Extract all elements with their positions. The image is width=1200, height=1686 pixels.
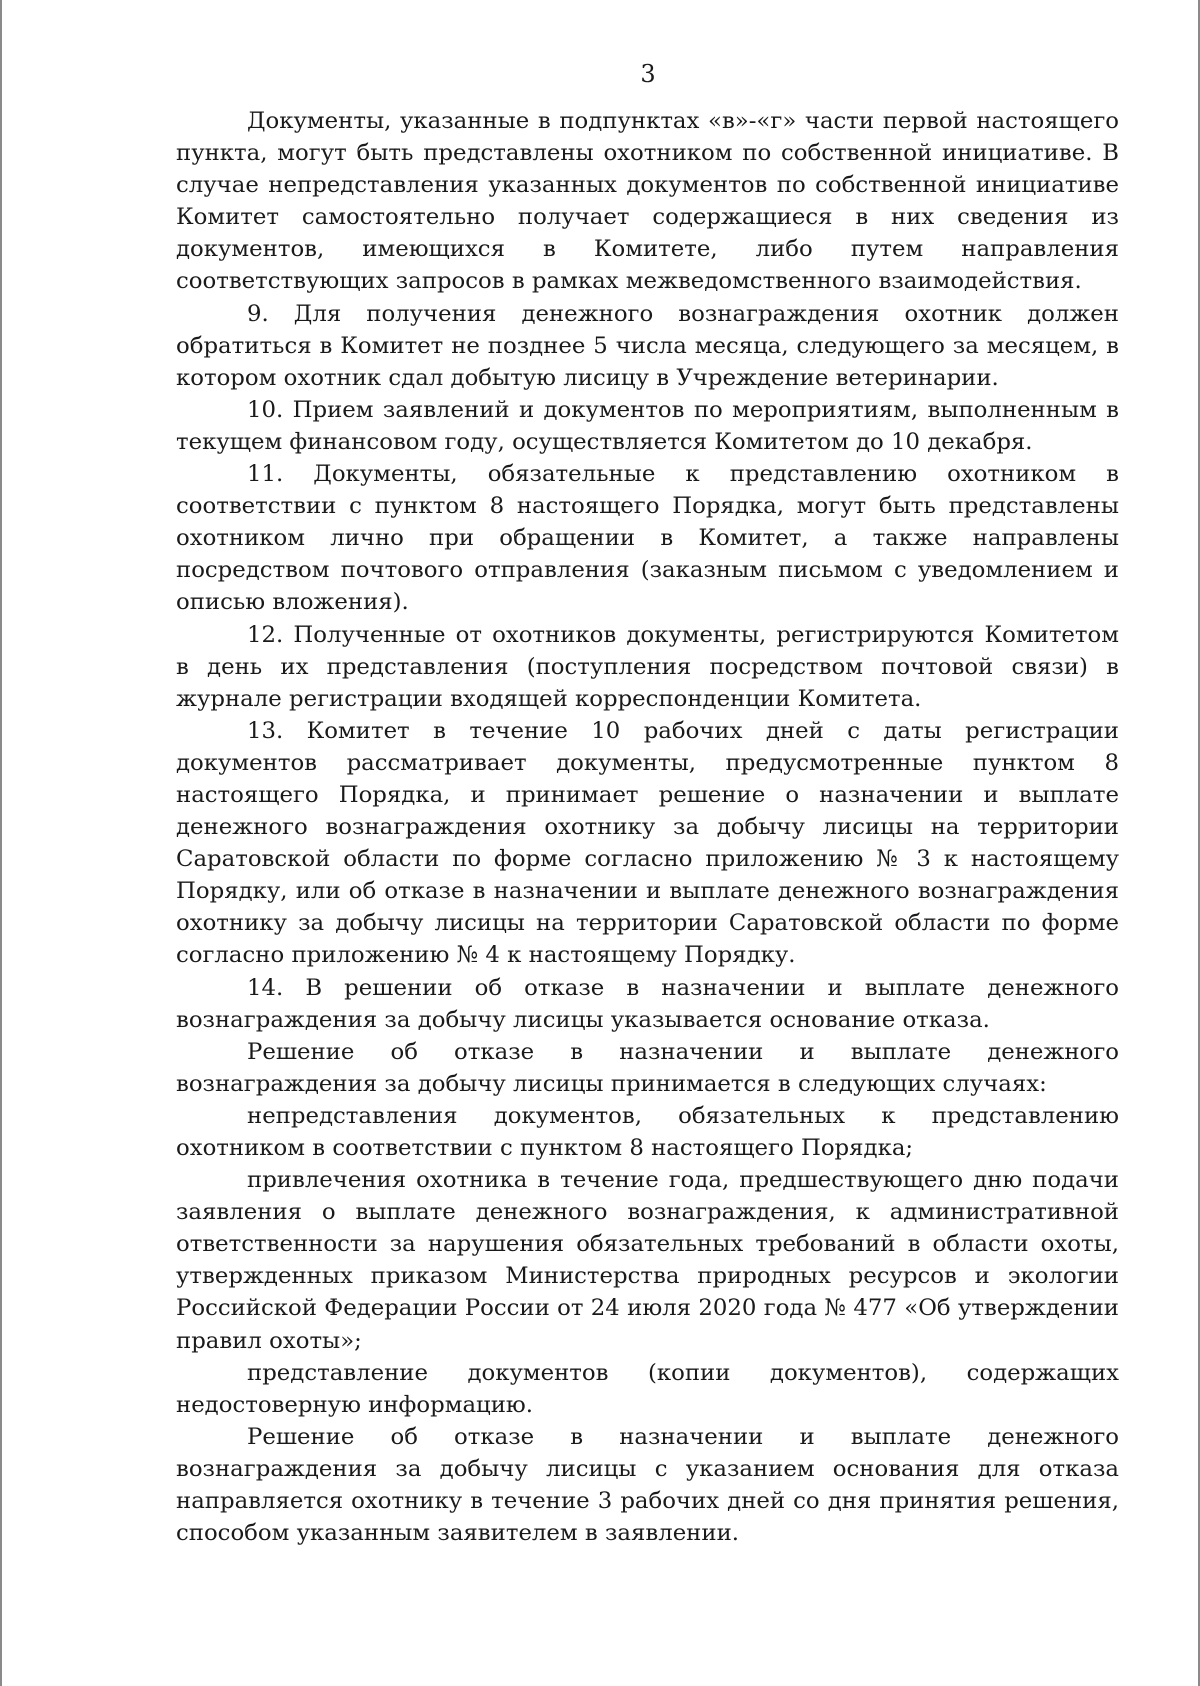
- document-body: [176, 105, 1119, 1549]
- paragraph-refusal-case-3: представление документов (копии документов), содержащих недостоверную информацию.: [176, 1359, 1119, 1418]
- paragraph-item-12: 12. Полученные от охотников документы, регистрируются Комитетом в день их представления (поступления посредством почтовой связи) в журнале регистрации входящей корреспонденции Комитета.: [176, 621, 1119, 712]
- paragraph-refusal-case-2: привлечения охотника в течение года, предшествующего дню подачи заявления о выплате денежного вознаграждения, к административной ответственности за нарушения обязательных требований в области охоты, утвержденных приказом Министерства природных ресурсов и экологии Российской Федерации России от 24 июля 2020 года № 477 «Об утверждении правил охоты»;: [176, 1167, 1119, 1354]
- paragraph-item-10: 10. Прием заявлений и документов по мероприятиям, выполненным в текущем финансовом году, осуществляется Комитетом до 10 декабря.: [176, 396, 1119, 455]
- paragraph-item-9: 9. Для получения денежного вознаграждения охотник должен обратиться в Комитет не позднее 5 числа месяца, следующего за месяцем, в котором охотник сдал добытую лисицу в Учреждение ветеринарии.: [176, 300, 1119, 391]
- paragraph-refusal-cases-intro: Решение об отказе в назначении и выплате денежного вознаграждения за добычу лисицы принимается в следующих случаях:: [176, 1038, 1119, 1097]
- paragraph-item-13: 13. Комитет в течение 10 рабочих дней с даты регистрации документов рассматривает документы, предусмотренные пунктом 8 настоящего Порядка, и принимает решение о назначении и выплате денежного вознаграждения охотнику за добычу лисицы на территории Саратовской области по форме согласно приложению № 3 к настоящему Порядку, или об отказе в назначении и выплате денежного вознаграждения охотнику за добычу лисицы на территории Саратовской области по форме согласно приложению № 4 к настоящему Порядку.: [176, 717, 1119, 969]
- paragraph-refusal-case-1: непредставления документов, обязательных к представлению охотником в соответствии с пунктом 8 настоящего Порядка;: [176, 1102, 1119, 1161]
- paragraph-item-14: 14. В решении об отказе в назначении и выплате денежного вознаграждения за добычу лисицы указывается основание отказа.: [176, 974, 1119, 1033]
- scan-edge-left: [0, 0, 2, 1686]
- paragraph-refusal-notification: Решение об отказе в назначении и выплате денежного вознаграждения за добычу лисицы с указанием основания для отказа направляется охотнику в течение 3 рабочих дней со дня принятия решения, способом указанным заявителем в заявлении.: [176, 1423, 1119, 1547]
- page-number: 3: [640, 60, 656, 88]
- paragraph-documents-initiative: Документы, указанные в подпунктах «в»-«г» части первой настоящего пункта, могут быть представлены охотником по собственной инициативе. В случае непредставления указанных документов по собственной инициативе Комитет самостоятельно получает содержащиеся в них сведения из документов, имеющихся в Комитете, либо путем направления соответствующих запросов в рамках межведомственного взаимодействия.: [176, 108, 1119, 295]
- paragraph-item-11: 11. Документы, обязательные к представлению охотником в соответствии с пунктом 8 настоящего Порядка, могут быть представлены охотником лично при обращении в Комитет, а также направлены посредством почтового отправления (заказным письмом с уведомлением и описью вложения).: [176, 461, 1119, 616]
